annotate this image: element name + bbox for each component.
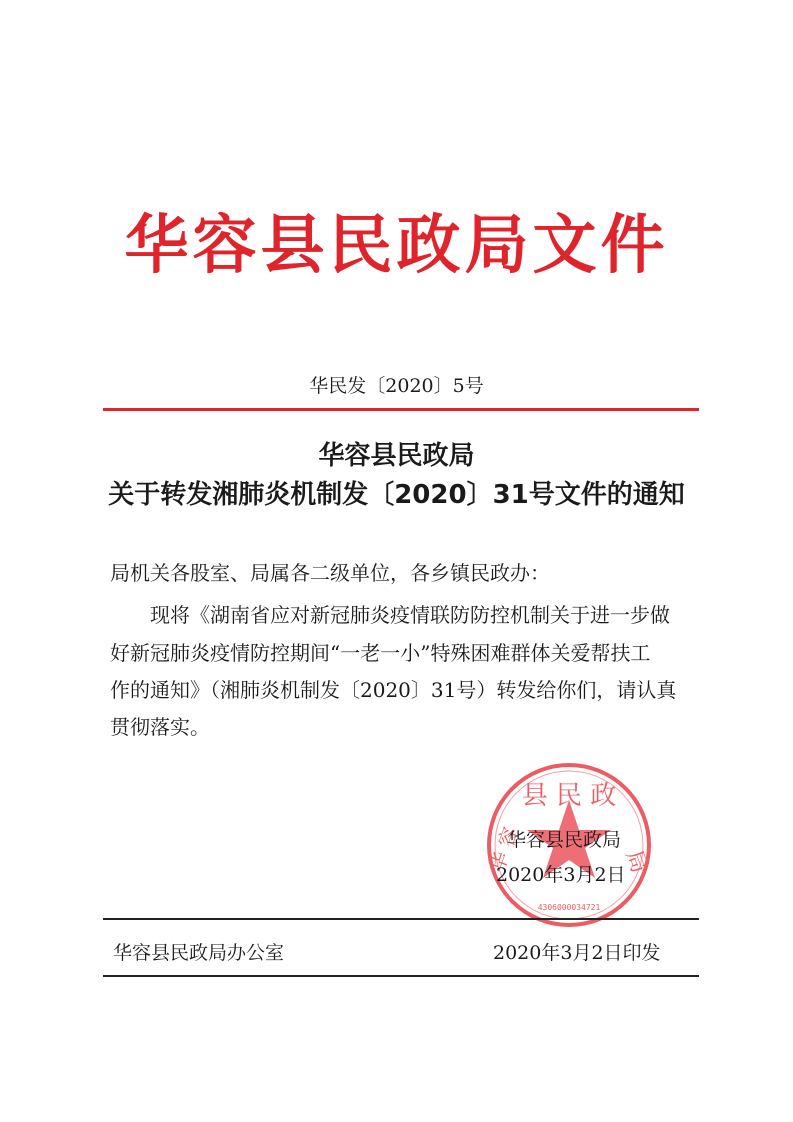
paragraph-line: 作的通知》（湘肺炎机制发〔2020〕31号）转发给你们，请认真 (110, 678, 677, 702)
footer-issuer: 华容县民政局办公室 (113, 942, 285, 964)
signature-organization: 华容县民政局 (507, 829, 622, 851)
paragraph-line: 好新冠肺炎疫情防控期间“一老一小”特殊困难群体关爱帮扶工 (110, 641, 651, 665)
footer-bottom-rule (103, 975, 699, 977)
document-number: 华民发〔2020〕5号 (309, 375, 484, 397)
masthead-title: 华容县民政局文件 (124, 209, 669, 283)
signature-date: 2020年3月2日 (496, 864, 626, 886)
seal-left-text: 华 容 (484, 823, 523, 876)
seal-code: 4306000034721 (537, 903, 601, 912)
red-separator-line (103, 408, 699, 411)
footer-print-date: 2020年3月2日印发 (493, 942, 661, 964)
seal-top-text: 县 民 政 (521, 781, 617, 811)
paragraph-line: 现将《湖南省应对新冠肺炎疫情联防防控机制关于进一步做 (150, 603, 670, 627)
paragraph-line: 贯彻落实。 (110, 715, 210, 739)
notice-title-line2: 关于转发湘肺炎机制发〔2020〕31号文件的通知 (108, 480, 685, 510)
footer-top-rule (103, 918, 699, 920)
notice-title-line1: 华容县民政局 (318, 441, 475, 471)
salutation: 局机关各股室、局属各二级单位，各乡镇民政办： (110, 561, 550, 585)
seal-right-text: 局 (620, 847, 652, 877)
